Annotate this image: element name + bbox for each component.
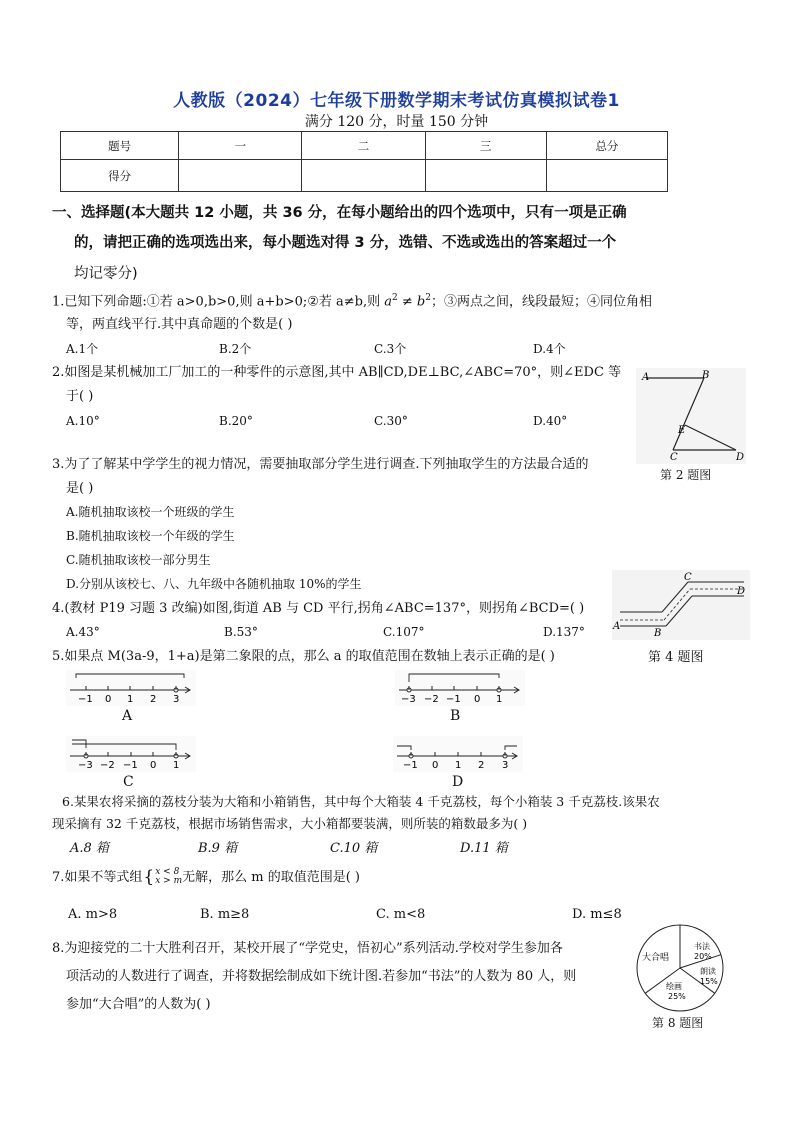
option-a[interactable]: A.8 箱 — [70, 841, 109, 856]
score-cell[interactable] — [179, 160, 302, 192]
number-line-a[interactable] — [66, 670, 196, 706]
section-heading-line: 一、选择题(本大题共 12 小题，共 36 分，在每小题给出的四个选项中，只有一项是正确 — [52, 205, 627, 221]
q1-var-a: a — [384, 294, 393, 310]
question-2-line: 2.如图是某机械加工厂加工的一种零件的示意图,其中 AB∥CD,DE⊥BC,∠ABC=70°，则∠EDC 等 — [52, 365, 622, 380]
figure-2-diagram — [636, 368, 746, 464]
tick-label: 0 — [432, 760, 439, 771]
fig2-label-e: E — [678, 425, 686, 436]
number-line-c[interactable] — [66, 736, 196, 772]
figure-8-caption: 第 8 题图 — [652, 1016, 704, 1030]
q7-system-bottom: x > m — [155, 876, 183, 887]
option-c[interactable]: C.随机抽取该校一部分男生 — [66, 553, 211, 567]
q1-exp: 2 — [425, 293, 431, 303]
score-table — [60, 131, 668, 192]
table-header-cell: 总分 — [546, 132, 667, 160]
question-8-line: 8.为迎接党的二十大胜利召开，某校开展了“学党史，悟初心”系列活动.学校对学生参加各 — [52, 941, 563, 956]
option-a[interactable]: A.随机抽取该校一个班级的学生 — [66, 505, 235, 519]
option-d[interactable]: D.4个 — [533, 342, 566, 356]
q7-system-top: x < 8 — [155, 867, 180, 877]
fig4-label-c: C — [684, 572, 692, 583]
pie-label: 书法 — [694, 942, 710, 951]
option-b[interactable]: B.20° — [219, 414, 253, 428]
number-line-label: C — [123, 774, 134, 790]
section-heading-line: 均记零分) — [74, 266, 138, 282]
option-b[interactable]: B.2个 — [219, 342, 252, 356]
fig2-label-d: D — [736, 452, 745, 463]
tick-label: 2 — [478, 760, 485, 771]
fig4-label-d: D — [737, 586, 746, 597]
score-cell[interactable] — [546, 160, 667, 192]
table-header-cell: 三 — [425, 132, 546, 160]
option-d[interactable]: D.分别从该校七、八、九年级中各随机抽取 10%的学生 — [66, 577, 362, 591]
section-heading-line: 的，请把正确的选项选出来，每小题选对得 3 分，选错、不选或选出的答案超过一个 — [74, 235, 617, 251]
question-6-line: 现采摘有 32 千克荔枝，根据市场销售需求，大小箱都要装满，则所装的箱数最多为( ) — [52, 816, 528, 831]
q1-text-a: 1.已知下列命题:①若 a>0,b>0,则 a+b>0;②若 a≠b,则 — [52, 294, 385, 310]
option-d[interactable]: D. m≤8 — [572, 907, 622, 922]
number-line-label: A — [122, 708, 133, 724]
tick-label: 1 — [455, 760, 462, 771]
number-line-d[interactable] — [393, 736, 523, 772]
option-b[interactable]: B.随机抽取该校一个年级的学生 — [66, 529, 235, 543]
pie-label: 绘画 — [666, 982, 682, 991]
page-title: 人教版（2024）七年级下册数学期末考试仿真模拟试卷1 — [173, 91, 620, 111]
figure-8-pie-chart — [632, 922, 732, 1014]
fig2-label-b: B — [702, 370, 710, 381]
option-b[interactable]: B.53° — [224, 625, 258, 639]
option-d[interactable]: D.40° — [533, 414, 568, 428]
pie-label: 大合唱 — [642, 953, 670, 963]
option-c[interactable]: C.3个 — [374, 342, 407, 356]
table-row-label: 得分 — [61, 160, 179, 192]
option-b[interactable]: B. m≥8 — [200, 907, 250, 922]
tick-label: −2 — [424, 694, 439, 705]
table-header-cell: 一 — [179, 132, 302, 160]
tick-label: −3 — [78, 760, 93, 771]
option-c[interactable]: C.30° — [374, 414, 408, 428]
tick-label: 1 — [496, 694, 503, 705]
q1-var-b: b — [416, 294, 426, 310]
tick-label: −1 — [123, 760, 138, 771]
option-a[interactable]: A. m>8 — [68, 907, 118, 922]
figure-4-diagram — [612, 570, 750, 640]
fig2-label-c: C — [670, 452, 678, 463]
pie-value: 15% — [700, 977, 718, 986]
option-c[interactable]: C. m<8 — [376, 907, 426, 922]
option-a[interactable]: A.10° — [66, 414, 100, 428]
tick-label: 3 — [173, 694, 180, 705]
fig4-label-b: B — [654, 628, 662, 639]
question-5-line: 5.如果点 M(3a-9，1+a)是第二象限的点，那么 a 的取值范围在数轴上表示正确的是( ) — [52, 649, 555, 664]
q7-text-a: 7.如果不等式组 — [52, 869, 143, 885]
q1-exp: 2 — [392, 293, 398, 303]
question-6-line: 6.某果农将采摘的荔枝分装为大箱和小箱销售，其中每个大箱装 4 千克荔枝，每个小箱装 3 千克荔枝.该果农 — [62, 794, 660, 809]
fig4-label-a: A — [613, 621, 621, 632]
question-7-line: 7.如果不等式组{ x < 8 x > m 无解，那么 m 的取值范围是( ) — [52, 866, 360, 887]
tick-label: −1 — [78, 694, 93, 705]
q1-text-b: ；③两点之间，线段最短；④同位角相 — [430, 294, 652, 310]
pie-value: 25% — [668, 992, 686, 1001]
question-2-line: 于( ) — [66, 389, 94, 404]
tick-label: −2 — [100, 760, 115, 771]
table-header-cell: 题号 — [61, 132, 179, 160]
pie-value: 20% — [694, 952, 712, 961]
number-line-label: B — [450, 708, 461, 724]
tick-label: 2 — [150, 694, 157, 705]
figure-2-caption: 第 2 题图 — [660, 468, 712, 482]
option-c[interactable]: C.10 箱 — [330, 841, 378, 856]
tick-label: −3 — [401, 694, 416, 705]
tick-label: 0 — [105, 694, 112, 705]
question-1-line — [52, 294, 652, 308]
option-d[interactable]: D.137° — [543, 625, 585, 639]
q7-text-b: 无解，那么 m 的取值范围是( ) — [182, 869, 360, 885]
question-4-line: 4.(教材 P19 习题 3 改编)如图,街道 AB 与 CD 平行,拐角∠ABC=137°，则拐角∠BCD=( ) — [52, 601, 585, 616]
page-subtitle: 满分 120 分，时量 150 分钟 — [304, 114, 489, 130]
option-b[interactable]: B.9 箱 — [198, 841, 238, 856]
table-header-cell: 二 — [302, 132, 425, 160]
q1-neq: ≠ — [397, 294, 417, 310]
question-8-line: 参加“大合唱”的人数为( ) — [66, 997, 211, 1012]
question-1-line: 等，两直线平行.其中真命题的个数是( ) — [66, 317, 293, 332]
option-a[interactable]: A.43° — [66, 625, 100, 639]
question-3-line: 3.为了了解某中学学生的视力情况，需要抽取部分学生进行调查.下列抽取学生的方法最合适的 — [52, 457, 589, 472]
tick-label: 0 — [150, 760, 157, 771]
option-c[interactable]: C.107° — [383, 625, 425, 639]
tick-label: 3 — [502, 760, 509, 771]
tick-label: −1 — [446, 694, 461, 705]
tick-label: 0 — [474, 694, 481, 705]
number-line-b[interactable] — [395, 670, 525, 706]
number-line-label: D — [452, 774, 464, 790]
option-a[interactable]: A.1个 — [66, 342, 99, 356]
figure-4-caption: 第 4 题图 — [648, 650, 704, 665]
tick-label: 1 — [173, 760, 180, 771]
score-cell[interactable] — [425, 160, 546, 192]
option-d[interactable]: D.11 箱 — [460, 841, 508, 856]
pie-label: 朗读 — [700, 967, 716, 976]
fig2-label-a: A — [642, 372, 650, 383]
tick-label: 1 — [127, 694, 134, 705]
question-8-line: 项活动的人数进行了调查，并将数据绘制成如下统计图.若参加“书法”的人数为 80 人，则 — [66, 969, 577, 984]
score-cell[interactable] — [302, 160, 425, 192]
question-3-line: 是( ) — [66, 481, 94, 496]
tick-label: −1 — [403, 760, 418, 771]
